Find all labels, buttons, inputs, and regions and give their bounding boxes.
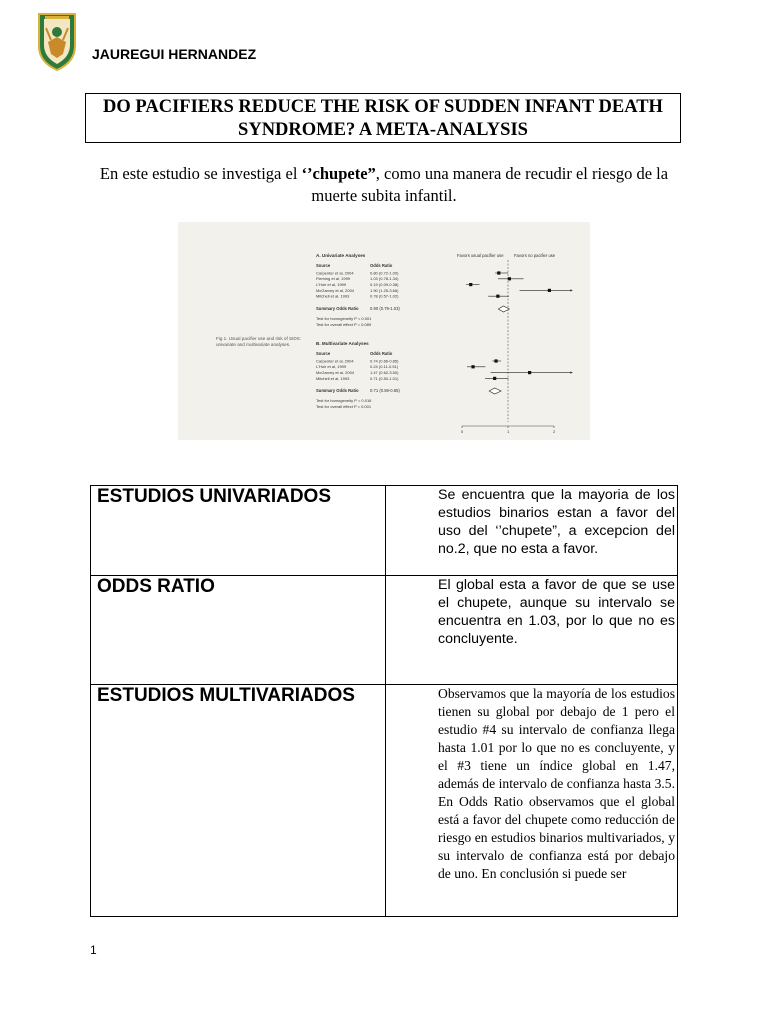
panel-b-rows <box>316 358 399 380</box>
panel-a-or-label: 0.78 (0.57-1.02) <box>370 293 399 299</box>
intro-text-before: En este estudio se investiga el <box>99 164 302 183</box>
favors-right-label: Favors no pacifier use <box>514 253 556 258</box>
panel-a-or-label: 0.80 (0.72-1.00) <box>370 270 399 276</box>
intro-emphasis: ‘’chupete” <box>301 164 376 183</box>
x-axis-tick-label: 2 <box>553 429 556 434</box>
panel-b-point-estimate <box>528 371 531 374</box>
forest-plot-figure <box>178 222 590 440</box>
description-text: Se encuentra que la mayoria de los estudios binarios estan a favor del uso del ‘’chupete”, a excepcion del no.2, que no esta a favor. <box>438 487 675 557</box>
panel-b-test-overall: Test for overall effect P < 0.001 <box>316 404 372 409</box>
panel-b-source-label: Mitchell et al, 1993 <box>316 375 350 381</box>
panel-b-source-header: Source <box>316 351 331 356</box>
panel-a-rows <box>316 270 399 298</box>
page-number: 1 <box>90 943 97 957</box>
panel-b-point-estimate <box>493 377 496 380</box>
table-row <box>91 576 678 685</box>
row-heading-multivariados: ESTUDIOS MULTIVARIADOS <box>91 685 386 917</box>
panel-b-or-label: 0.24 (0.11-0.51) <box>370 364 399 370</box>
row-description-multivariados <box>386 685 678 917</box>
panel-a-ci-arrow <box>570 289 572 291</box>
panel-a-point-estimate <box>497 271 500 274</box>
author-name: JAUREGUI HERNANDEZ <box>92 46 257 62</box>
panel-a-source-header: Source <box>316 263 331 268</box>
row-description-odds-ratio <box>386 576 678 685</box>
table-row <box>91 486 678 576</box>
panel-a-point-estimate <box>496 295 499 298</box>
description-text: Observamos que la mayoría de los estudios tienen su global por debajo de 1 pero el estudio #4 su intervalo de confianza llega hasta 1.01 por lo que no es concluyente, y el #3 tiene un índice global en 1.47, además de intervalo de confianza hasta 3.5. En Odds Ratio observamos que el global está a favor del chupete como reducción de riesgo en estudios binarios multivariados, y su intervalo de confianza está por debajo de uno. En conclusión si puede ser <box>438 686 675 881</box>
university-logo <box>36 10 78 72</box>
panel-b-or-label: 0.71 (0.50-1.01) <box>370 375 399 381</box>
figure-caption-line-1: Fig 1. Usual pacifier use and risk of SIDS: <box>216 336 302 341</box>
document-title: DO PACIFIERS REDUCE THE RISK OF SUDDEN INFANT DEATH SYNDROME? A META-ANALYSIS <box>85 93 681 143</box>
panel-b-summary-diamond <box>489 388 501 394</box>
panel-b-source-label: Carpenter et al, 2004 <box>316 358 354 364</box>
panel-b-or-label: 0.74 (0.66-0.85) <box>370 358 399 364</box>
x-axis-tick-label: 0 <box>461 429 464 434</box>
panel-b-ci-arrow <box>570 371 572 373</box>
panel-a-point-estimate <box>548 289 551 292</box>
panel-b-point-estimate <box>471 365 474 368</box>
panel-a-summary-label: Summary Odds Ratio <box>316 306 359 311</box>
summary-table <box>90 485 678 917</box>
panel-a-test-homogeneity: Test for homogeneity P < 0.001 <box>316 316 372 321</box>
panel-b-summary-label: Summary Odds Ratio <box>316 388 359 393</box>
panel-a-or-label: 1.90 (1.25-3.66) <box>370 287 399 293</box>
panel-b-source-label: L'Hoir et al, 1999 <box>316 364 347 370</box>
row-heading-odds-ratio: ODDS RATIO <box>91 576 386 685</box>
panel-a-source-label: L'Hoir et al, 1999 <box>316 282 347 287</box>
intro-text-after: , como una manera de recudir el riesgo de la muerte subita infantil. <box>311 164 669 205</box>
intro-paragraph <box>86 163 682 207</box>
panel-b-or-label: 1.47 (0.62-3.50) <box>370 370 399 375</box>
favors-left-label: Favors usual pacifier use <box>457 253 504 258</box>
panel-a-or-label: 1.03 (0.78-1.34) <box>370 276 399 282</box>
panel-a-source-label: Fleming et al, 1999 <box>316 276 351 282</box>
figure-caption-line-2: univariate and multivariate analyses. <box>216 342 291 347</box>
panel-a-source-label: McGarvey et al, 2004 <box>316 287 355 293</box>
panel-a-source-label: Mitchell et al, 1993 <box>316 293 350 299</box>
panel-a-summary-or: 0.90 (0.79-1.03) <box>370 306 400 311</box>
panel-b-summary-or: 0.71 (0.59-0.85) <box>370 388 400 393</box>
panel-b-title: B. Multivariate Analyses <box>316 341 369 346</box>
forest-plot-marks <box>466 271 572 394</box>
x-axis-tick-label: 1 <box>507 429 510 434</box>
figure-caption <box>216 336 301 347</box>
panel-b-or-header: Odds Ratio <box>370 351 393 356</box>
description-text: El global esta a favor de que se use el chupete, aunque su intervalo se encuentra en 1.03, por lo que no es concluyente. <box>438 577 675 647</box>
panel-a-or-label: 0.19 (0.09-0.38) <box>370 282 399 287</box>
panel-b-test-homogeneity: Test for homogeneity P = 0.016 <box>316 398 372 403</box>
panel-a-title: A. Univariate Analyses <box>316 253 366 258</box>
table-row <box>91 685 678 917</box>
panel-a-point-estimate <box>508 277 511 280</box>
panel-a-source-label: Carpenter et al, 2004 <box>316 270 354 276</box>
panel-b-point-estimate <box>494 359 497 362</box>
panel-a-or-header: Odds Ratio <box>370 263 393 268</box>
panel-b-source-label: McGarvey et al, 2004 <box>316 370 355 375</box>
panel-a-test-overall: Test for overall effect P = 0.089 <box>316 322 372 327</box>
row-description-univariados <box>386 486 678 576</box>
row-heading-univariados: ESTUDIOS UNIVARIADOS <box>91 486 386 576</box>
x-axis-ticks <box>461 426 556 434</box>
panel-a-point-estimate <box>469 283 472 286</box>
